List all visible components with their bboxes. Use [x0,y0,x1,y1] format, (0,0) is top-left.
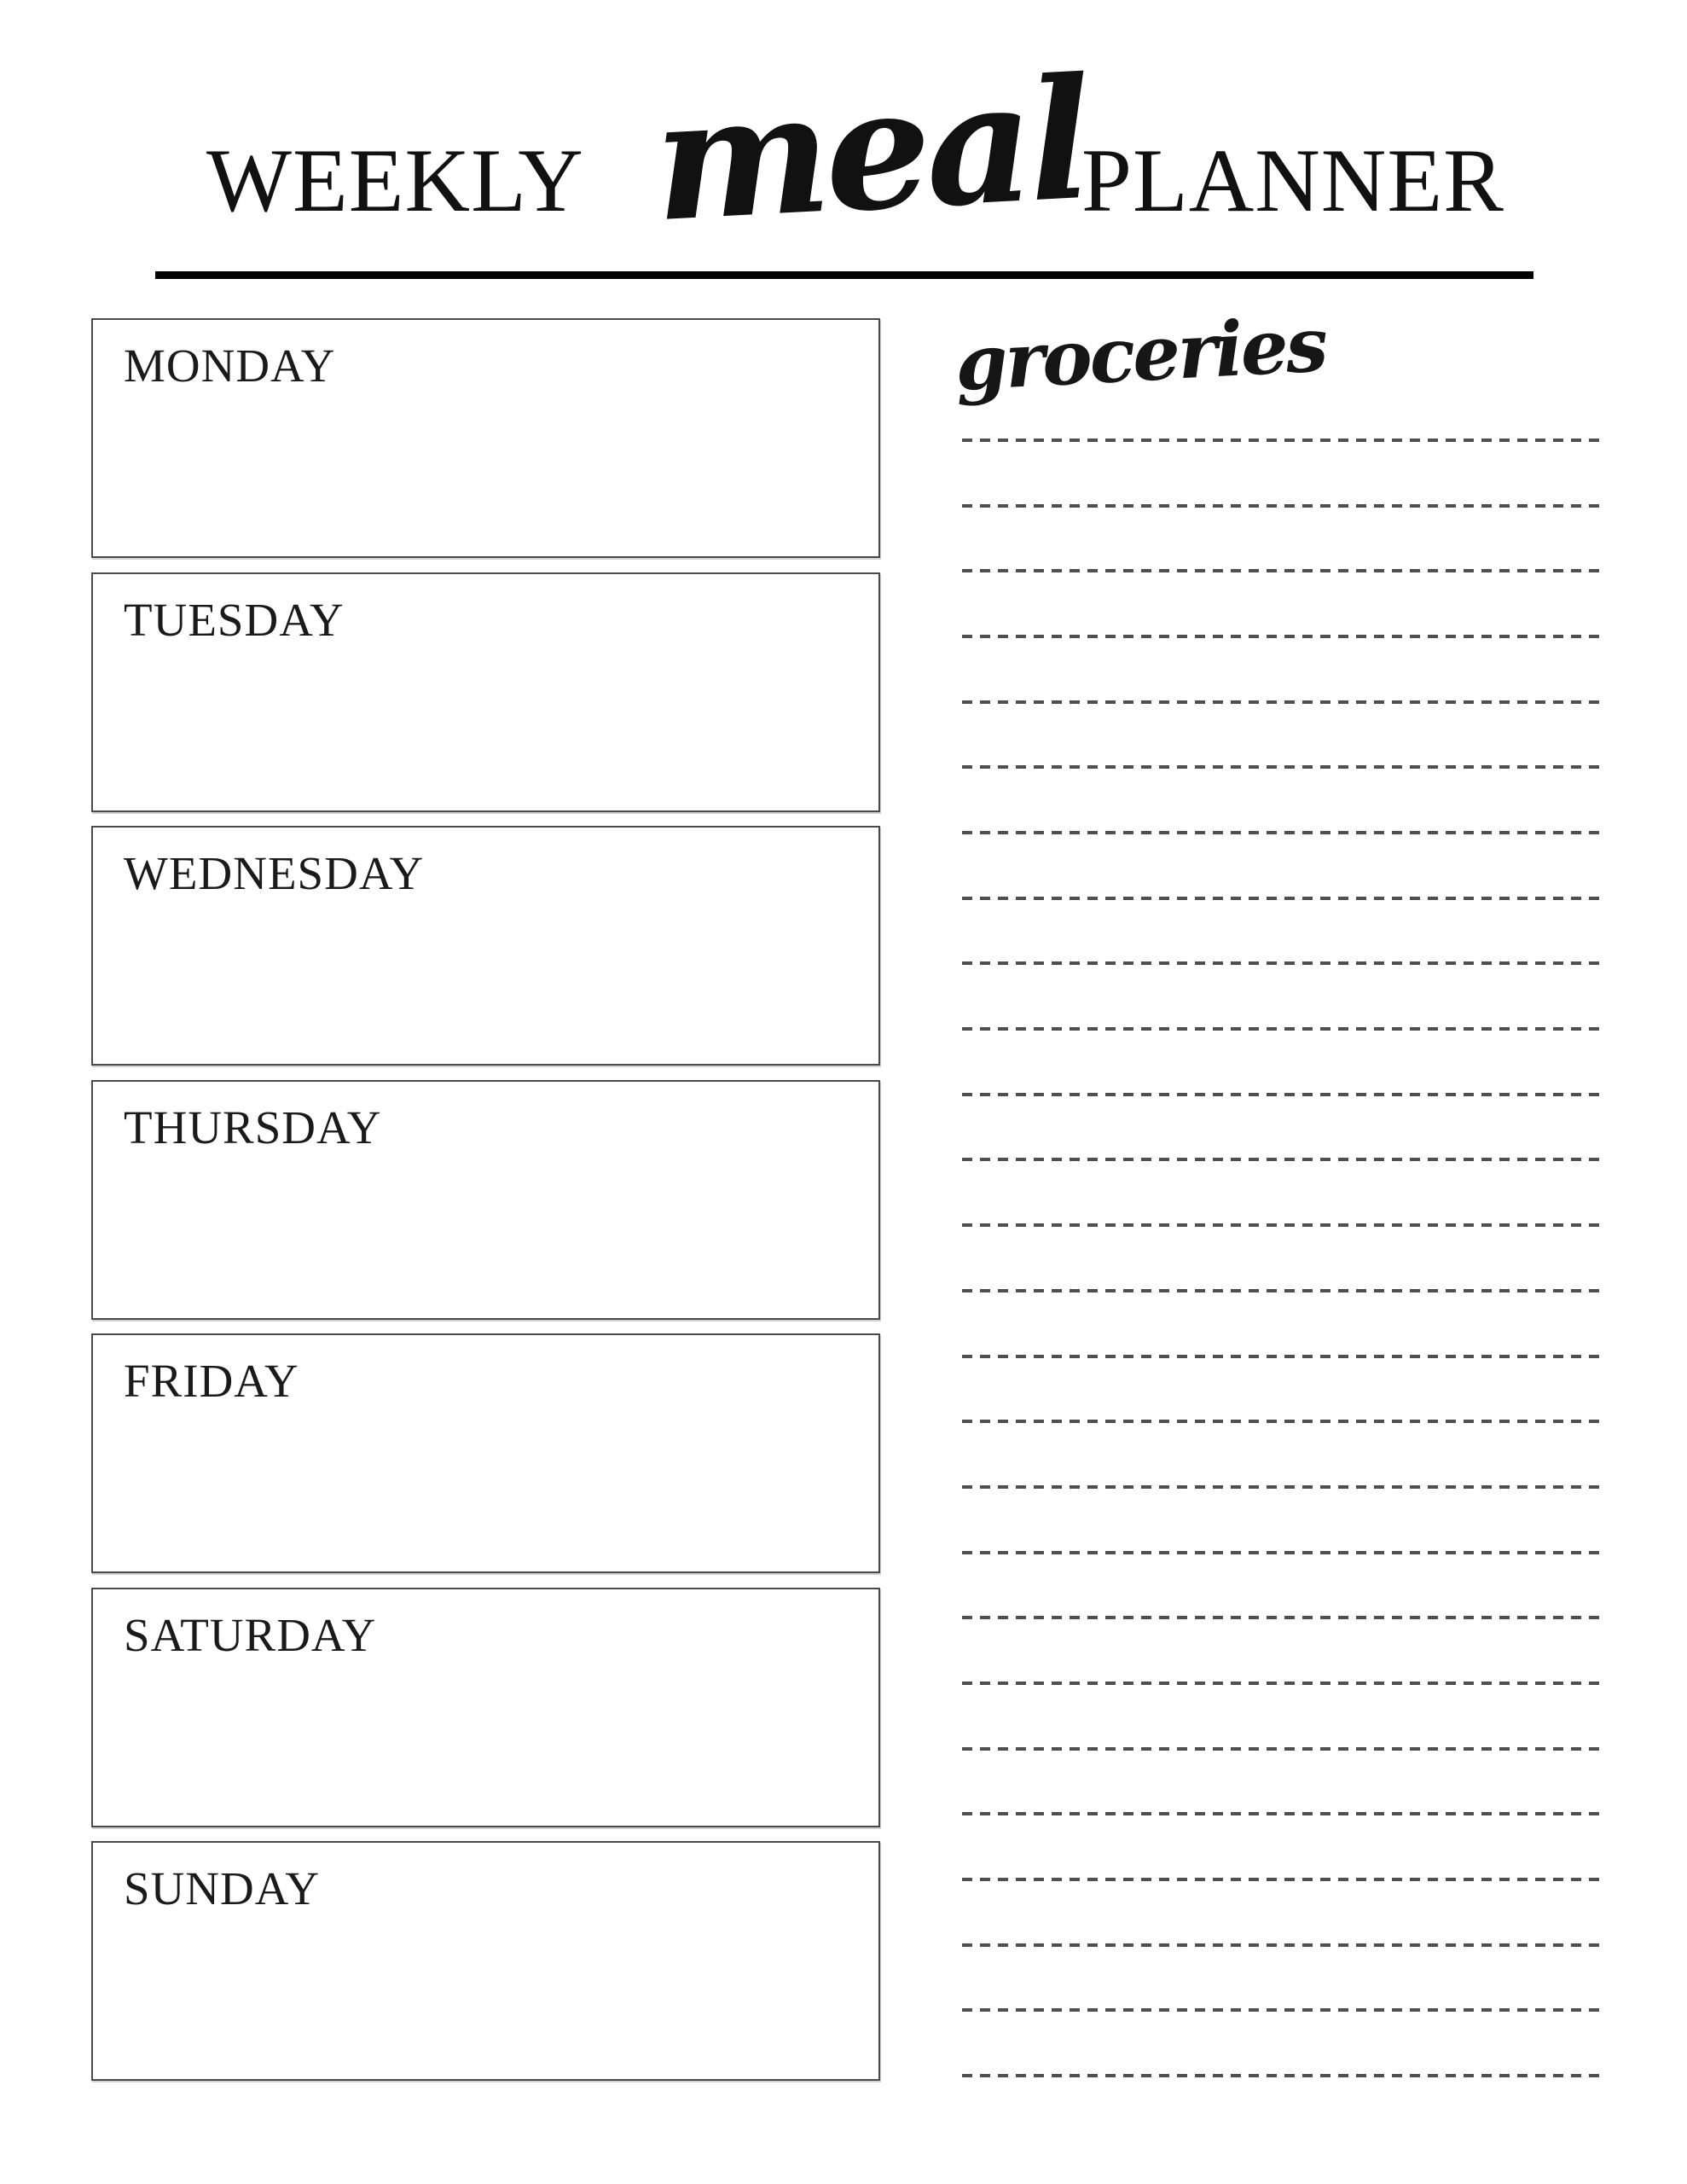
grocery-line [962,2074,1599,2077]
day-label: SUNDAY [124,1862,321,1914]
grocery-line [962,961,1599,965]
grocery-line [962,635,1599,638]
grocery-line [962,2008,1599,2012]
day-label: SATURDAY [124,1609,377,1661]
grocery-line [962,1878,1599,1881]
grocery-line [962,1812,1599,1815]
groceries-heading: groceries [953,299,1328,408]
day-box-saturday [91,1588,880,1827]
day-label: MONDAY [124,340,336,392]
title-planner: PLANNER [1081,131,1504,230]
day-label: FRIDAY [124,1355,299,1407]
grocery-line [962,1093,1599,1096]
grocery-line [962,897,1599,900]
day-label: WEDNESDAY [124,847,425,899]
grocery-line [962,1943,1599,1947]
grocery-line [962,765,1599,769]
grocery-line [962,569,1599,572]
grocery-line [962,504,1599,508]
grocery-line [962,1616,1599,1619]
day-box-sunday [91,1841,880,2081]
title-meal-script: meal [649,40,1092,259]
grocery-line [962,1027,1599,1031]
day-box-tuesday [91,572,880,812]
day-box-friday [91,1333,880,1573]
grocery-line [962,700,1599,704]
day-label: THURSDAY [124,1101,382,1153]
day-label: TUESDAY [124,594,345,646]
title-weekly: WEEKLY [206,131,584,230]
grocery-line [962,1223,1599,1227]
grocery-line [962,1485,1599,1489]
grocery-line [962,1420,1599,1423]
day-box-thursday [91,1080,880,1320]
grocery-line [962,831,1599,834]
day-box-wednesday [91,826,880,1066]
grocery-line [962,1747,1599,1751]
day-box-monday [91,318,880,558]
grocery-line [962,1551,1599,1554]
grocery-line [962,1158,1599,1161]
grocery-line [962,1355,1599,1358]
grocery-line [962,1289,1599,1292]
title-divider [155,271,1533,279]
grocery-line [962,439,1599,442]
grocery-line [962,1682,1599,1685]
